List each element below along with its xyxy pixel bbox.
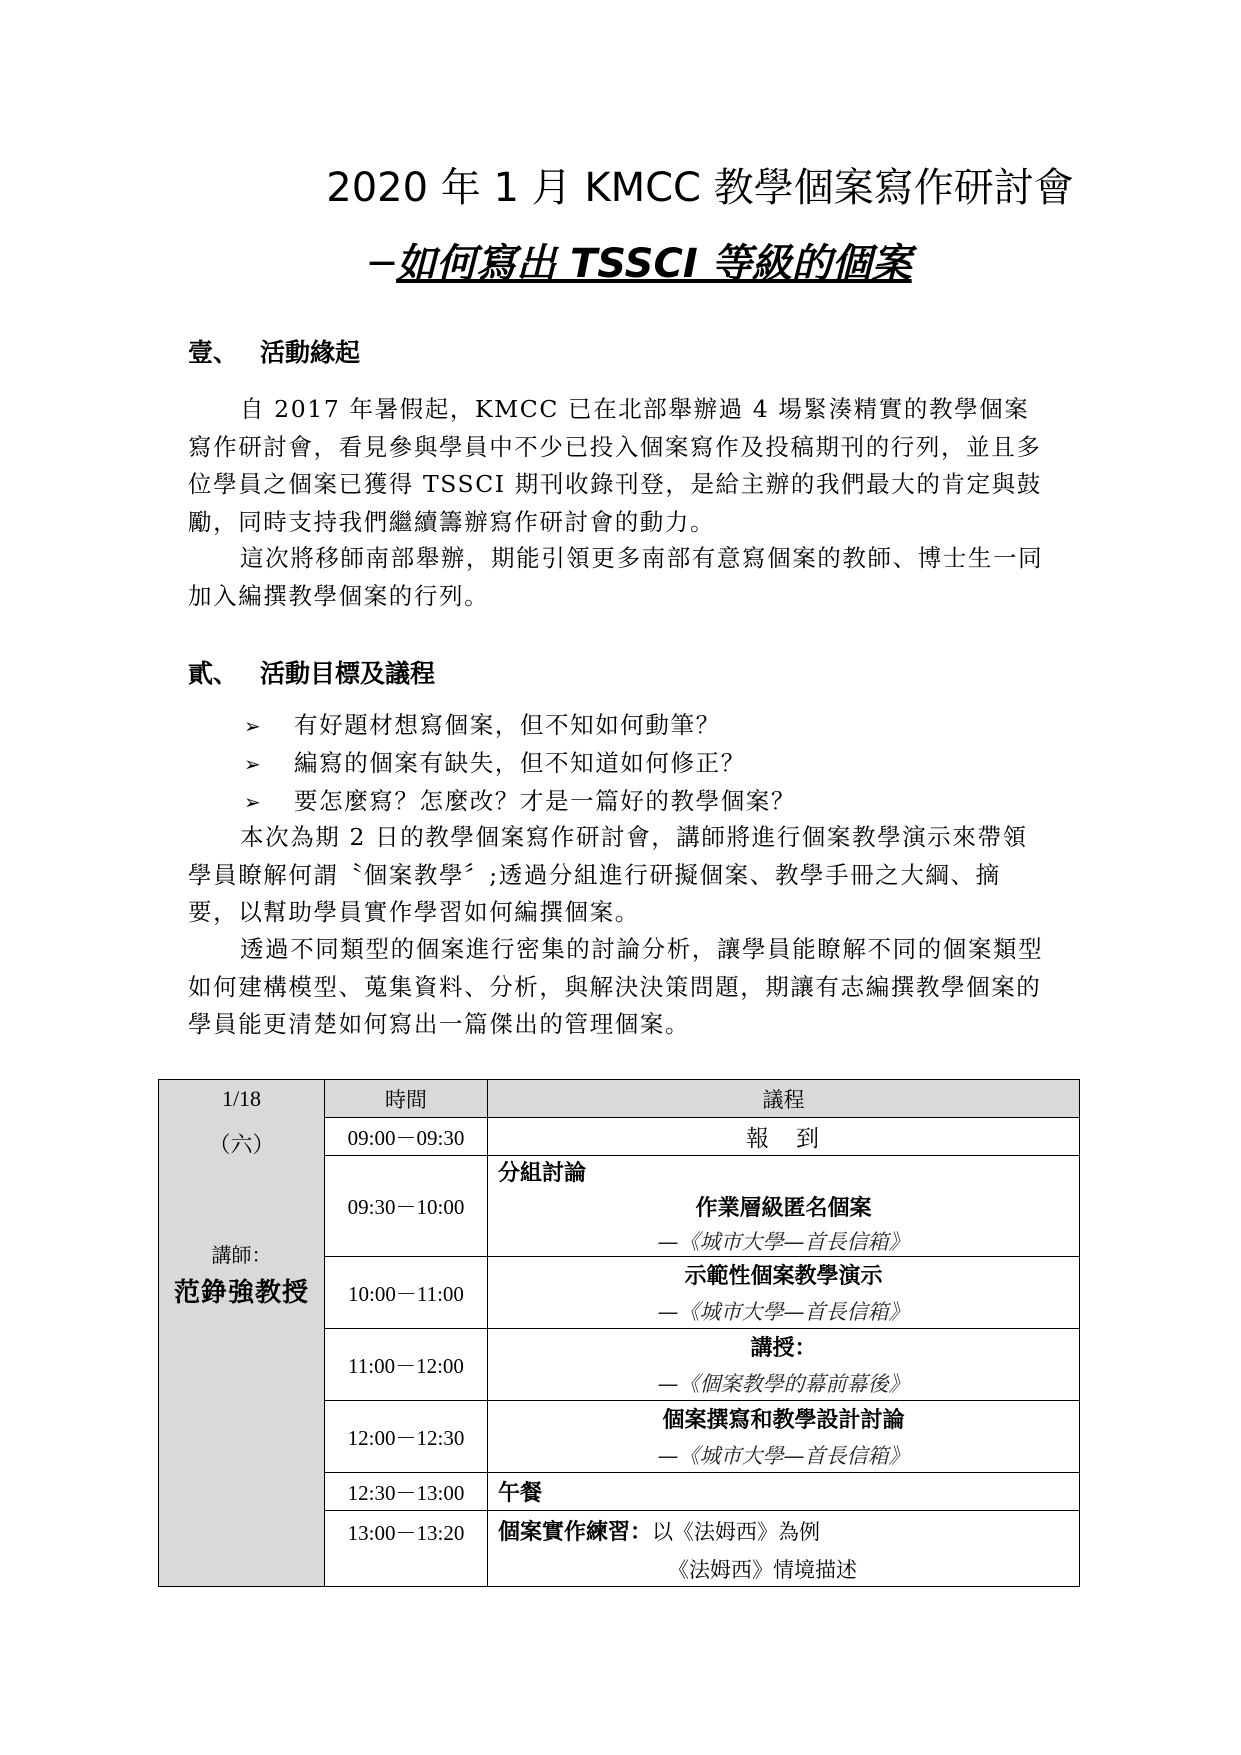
section-1-number: 壹、 — [188, 338, 239, 367]
row-time: 11:00－12:00 — [325, 1329, 488, 1401]
agenda-title: 個案撰寫和教學設計討論 — [662, 1408, 905, 1433]
section-2-number: 貳、 — [188, 659, 239, 688]
agenda-line — [498, 1515, 1069, 1546]
row-agenda — [488, 1511, 1080, 1587]
table-header-row — [159, 1080, 1080, 1118]
agenda-label-rest: 以《法姆西》為例 — [652, 1520, 821, 1544]
agenda-subtitle: —《個案教學的幕前幕後》 — [657, 1372, 910, 1396]
document-subtitle — [370, 232, 912, 289]
header-agenda: 議程 — [488, 1080, 1080, 1118]
schedule-table — [158, 1079, 1080, 1587]
row-agenda — [488, 1401, 1080, 1473]
document-title: 2020 年 1 月 KMCC 教學個案寫作研討會 — [326, 165, 1074, 211]
row-time: 09:30－10:00 — [325, 1156, 488, 1257]
agenda-label: 午餐 — [488, 1473, 1080, 1511]
agenda-title: 作業層級匿名個案 — [695, 1196, 872, 1221]
schedule-date: 1/18 — [221, 1086, 262, 1111]
row-agenda — [488, 1156, 1080, 1257]
row-agenda — [488, 1329, 1080, 1401]
arrow-bullet-icon: ➢ — [244, 790, 263, 814]
section-2-heading — [188, 654, 435, 690]
row-agenda — [488, 1257, 1080, 1329]
day-column — [159, 1080, 325, 1587]
list-item — [244, 744, 796, 782]
row-time: 10:00－11:00 — [325, 1257, 488, 1329]
agenda-subtitle: —《城市大學—首長信箱》 — [657, 1300, 910, 1324]
section-2-paragraph: 本次為期 2 日的教學個案寫作研討會，講師將進行個案教學演示來帶領學員瞭解何謂〝個案教學〞;透過分組進行研擬個案、教學手冊之大綱、摘要，以幫助學員實作學習如何編撰個案。 — [188, 823, 1028, 926]
agenda-subtitle: —《城市大學—首長信箱》 — [657, 1230, 910, 1254]
agenda-title: 示範性個案教學演示 — [684, 1264, 883, 1289]
agenda-title: 講授： — [750, 1336, 817, 1361]
list-item — [244, 782, 796, 820]
arrow-bullet-icon: ➢ — [244, 752, 263, 776]
row-agenda: 報 到 — [488, 1118, 1080, 1156]
arrow-bullet-icon: ➢ — [244, 714, 263, 738]
schedule-weekday: （六） — [208, 1132, 275, 1157]
subtitle-text: 如何寫出 TSSCI 等級的個案 — [396, 241, 912, 287]
section-2-paragraph: 透過不同類型的個案進行密集的討論分析，讓學員能瞭解不同的個案類型如何建構模型、蒐集資料、分析，與解決決策問題，期讓有志編撰教學個案的學員能更清楚如何寫出一篇傑出的管理個案。 — [188, 935, 1044, 1038]
row-time: 09:00－09:30 — [325, 1118, 488, 1156]
header-time: 時間 — [325, 1080, 488, 1118]
section-1-title: 活動緣起 — [260, 338, 361, 367]
agenda-subtitle: —《城市大學—首長信箱》 — [657, 1444, 910, 1468]
section-1-paragraph: 這次將移師南部舉辦，期能引領更多南部有意寫個案的教師、博士生一同加入編撰教學個案的行列。 — [188, 544, 1044, 610]
row-time: 12:00－12:30 — [325, 1401, 488, 1473]
agenda-label: 個案實作練習： — [498, 1520, 653, 1545]
agenda-subtitle: 《法姆西》情境描述 — [668, 1558, 857, 1582]
row-time: 12:30－13:00 — [325, 1473, 488, 1511]
section-1-paragraph: 自 2017 年暑假起，KMCC 已在北部舉辦過 4 場緊湊精實的教學個案寫作研討會，看見參與學員中不少已投入個案寫作及投稿期刊的行列，並且多位學員之個案已獲得 TSSCI 期刊收錄刊登，是給主辦的我們最大的肯定與鼓勵，同時支持我們繼續籌辦寫作研討會的動力。 — [188, 395, 1042, 536]
section-2-title: 活動目標及議程 — [260, 659, 436, 688]
subtitle-dash: ─ — [370, 241, 395, 287]
list-item-text: 要怎麼寫？怎麼改？才是一篇好的教學個案？ — [294, 787, 796, 815]
lecturer-label: 講師： — [211, 1243, 272, 1267]
row-time: 13:00－13:20 — [325, 1511, 488, 1587]
list-item-text: 編寫的個案有缺失，但不知道如何修正？ — [294, 749, 746, 777]
goal-list — [244, 706, 796, 820]
list-item-text: 有好題材想寫個案，但不知如何動筆？ — [294, 711, 721, 739]
list-item — [244, 706, 796, 744]
agenda-label: 分組討論 — [498, 1161, 587, 1186]
lecturer-name: 范錚強教授 — [173, 1278, 309, 1308]
section-1-heading — [188, 333, 360, 369]
